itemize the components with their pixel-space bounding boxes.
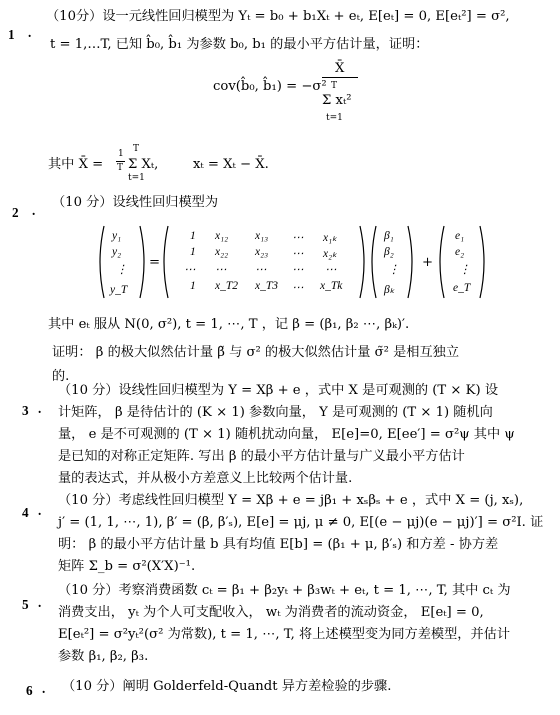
q4-line-4: 矩阵 Σ_b = σ²(X′X)⁻¹. xyxy=(58,559,196,574)
q2-x-r2c4: ⋯ xyxy=(292,248,304,260)
q2-x-r1c2: x₁₂ xyxy=(215,230,229,242)
q1-note-suffix: xₜ = Xₜ − X̄. xyxy=(193,157,269,172)
q1-formula-numerator: X̄ xyxy=(335,61,345,76)
q2-x-r4c1: 1 xyxy=(190,280,196,292)
q1-formula-denominator: Σ xₜ² xyxy=(322,93,352,108)
q6-number: 6 xyxy=(26,683,33,698)
q2-x-r1c5: x₁ₖ xyxy=(323,232,337,244)
q2-beta-2: β₂ xyxy=(384,246,394,258)
q2-x-r3c3: ⋯ xyxy=(255,264,267,276)
q6-dot: . xyxy=(42,681,46,696)
q1-note-sum-lower: t=1 xyxy=(128,173,145,183)
q5-number: 5 xyxy=(22,597,29,612)
q2-beta-1: β₁ xyxy=(384,230,394,242)
q1-note-sum: Σ Xₜ, xyxy=(128,157,159,172)
q2-line-b: 证明： β 的极大似然估计量 β̃ 与 σ² 的极大似然估计量 σ̃² 是相互独立 xyxy=(52,345,460,360)
q1-dot: . xyxy=(28,25,32,40)
q2-line-c: 的. xyxy=(52,369,70,384)
q1-note-frac-bar xyxy=(116,161,125,162)
q2-y-3: ⋮ xyxy=(116,264,128,276)
q2-x-r2c2: x₂₂ xyxy=(215,246,229,258)
q1-note-prefix: 其中 X̄ = xyxy=(48,157,104,172)
q4-line-3: 明： β 的最小平方估计量 b 具有均值 E[b] = (β₁ + μ, β′ₛ) 和方差 - 协方差 xyxy=(58,537,499,552)
q3-line-5: 量的表达式，并从极小方差意义上比较两个估计量. xyxy=(58,471,353,486)
q2-dot: . xyxy=(32,203,36,218)
q2-x-r4c2: x_T2 xyxy=(215,280,238,292)
q1-line-1: （10分）设一元线性回归模型为 Yₜ = b₀ + b₁Xₜ + eₜ, E[eₜ] = 0, E[eₜ²] = σ², xyxy=(46,9,510,24)
q2-y-T: y_T xyxy=(110,284,128,296)
q2-plus: + xyxy=(422,255,434,270)
q1-sum-lower: t=1 xyxy=(326,113,343,123)
q2-e-2: e₂ xyxy=(455,246,465,258)
q2-e-3: ⋮ xyxy=(459,264,471,276)
q2-title: （10 分）设线性回归模型为 xyxy=(52,195,219,210)
q6-line: （10 分）阐明 Golderfeld-Quandt 异方差检验的步骤. xyxy=(62,679,392,694)
q1-formula-lhs: cov(b̂₀, b̂₁) = −σ² xyxy=(213,79,327,94)
q2-e-T: e_T xyxy=(453,282,471,294)
q2-number: 2 xyxy=(12,205,19,220)
q2-e-1: e₁ xyxy=(455,230,465,242)
q2-x-r1c4: ⋯ xyxy=(292,232,304,244)
q2-x-r4c4: ⋯ xyxy=(292,282,304,294)
q2-beta-k: βₖ xyxy=(384,284,395,296)
q3-line-2: 计矩阵， β 是待估计的 (K × 1) 参数向量， Y 是可观测的 (T × 1) 随机向 xyxy=(58,405,493,420)
q3-number: 3 xyxy=(22,403,29,418)
q2-x-r2c3: x₂₃ xyxy=(255,246,269,258)
q1-line-2: t = 1,…T, 已知 b̂₀, b̂₁ 为参数 b₀, b₁ 的最小平方估计量，证明： xyxy=(50,37,429,52)
q1-fraction-bar xyxy=(322,77,358,78)
q4-dot: . xyxy=(38,503,42,518)
q2-x-r4c5: x_Tk xyxy=(320,280,343,292)
q4-line-2: j′ = (1, 1, ⋯, 1), β′ = (β, β′ₛ), E[e] = μj, μ ≠ 0, E[(e − μj)(e − μj)′] = σ²I. 证 xyxy=(58,515,544,530)
q2-x-r3c2: ⋯ xyxy=(215,264,227,276)
q2-beta-3: ⋮ xyxy=(388,264,400,276)
q4-line-1: （10 分）考虑线性回归模型 Y = Xβ + e = jβ₁ + xₛβₛ + e ，式中 X = (j, xₛ), xyxy=(58,493,524,508)
q5-dot: . xyxy=(38,595,42,610)
q5-line-4: 参数 β₁, β₂, β₃. xyxy=(58,649,149,664)
q2-y-2: y₂ xyxy=(112,246,122,258)
q2-x-r1c1: 1 xyxy=(190,230,196,242)
q1-note-frac-den: T xyxy=(117,163,124,173)
q3-line-1: （10 分）设线性回归模型为 Y = Xβ + e ，式中 X 是可观测的 (T × K) 设 xyxy=(58,383,499,398)
q1-note-frac-num: 1 xyxy=(118,149,124,159)
q2-x-r4c3: x_T3 xyxy=(255,280,278,292)
q2-x-r1c3: x₁₃ xyxy=(255,230,269,242)
q2-x-r3c4: ⋯ xyxy=(292,264,304,276)
q2-x-r2c1: 1 xyxy=(190,246,196,258)
q5-line-1: （10 分）考察消费函数 cₜ = β₁ + β₂yₜ + β₃wₜ + eₜ, t = 1, ⋯, T, 其中 cₜ 为 xyxy=(58,583,511,598)
q2-x-r3c1: ⋯ xyxy=(184,264,196,276)
q1-sum-upper: T xyxy=(331,81,338,91)
q2-line-a: 其中 eₜ 服从 N(0, σ²), t = 1, ⋯, T ，记 β = (β₁, β₂ ⋯, βₖ)′. xyxy=(48,317,410,332)
q3-dot: . xyxy=(38,401,42,416)
q5-line-2: 消费支出， yₜ 为个人可支配收入， wₜ 为消费者的流动资金， E[eₜ] = 0, xyxy=(58,605,484,620)
q5-line-3: E[eₜ²] = σ²yₜ²(σ² 为常数), t = 1, ⋯, T, 将上述模型变为同方差模型，并估计 xyxy=(58,627,511,642)
q2-x-r2c5: x₂ₖ xyxy=(323,248,337,260)
q3-line-4: 是已知的对称正定矩阵. 写出 β 的最小平方估计量与广义最小平方估计 xyxy=(58,449,465,464)
q3-line-3: 量， e 是不可观测的 (T × 1) 随机扰动向量， E[e]=0, E[ee′] = σ²ψ 其中 ψ xyxy=(58,427,515,442)
q2-equals: = xyxy=(149,255,161,270)
q2-y-1: y₁ xyxy=(112,230,122,242)
q4-number: 4 xyxy=(22,505,29,520)
q1-number: 1 xyxy=(8,27,15,42)
q2-x-r3c5: ⋯ xyxy=(325,264,337,276)
q1-note-sum-upper: T xyxy=(133,144,140,154)
